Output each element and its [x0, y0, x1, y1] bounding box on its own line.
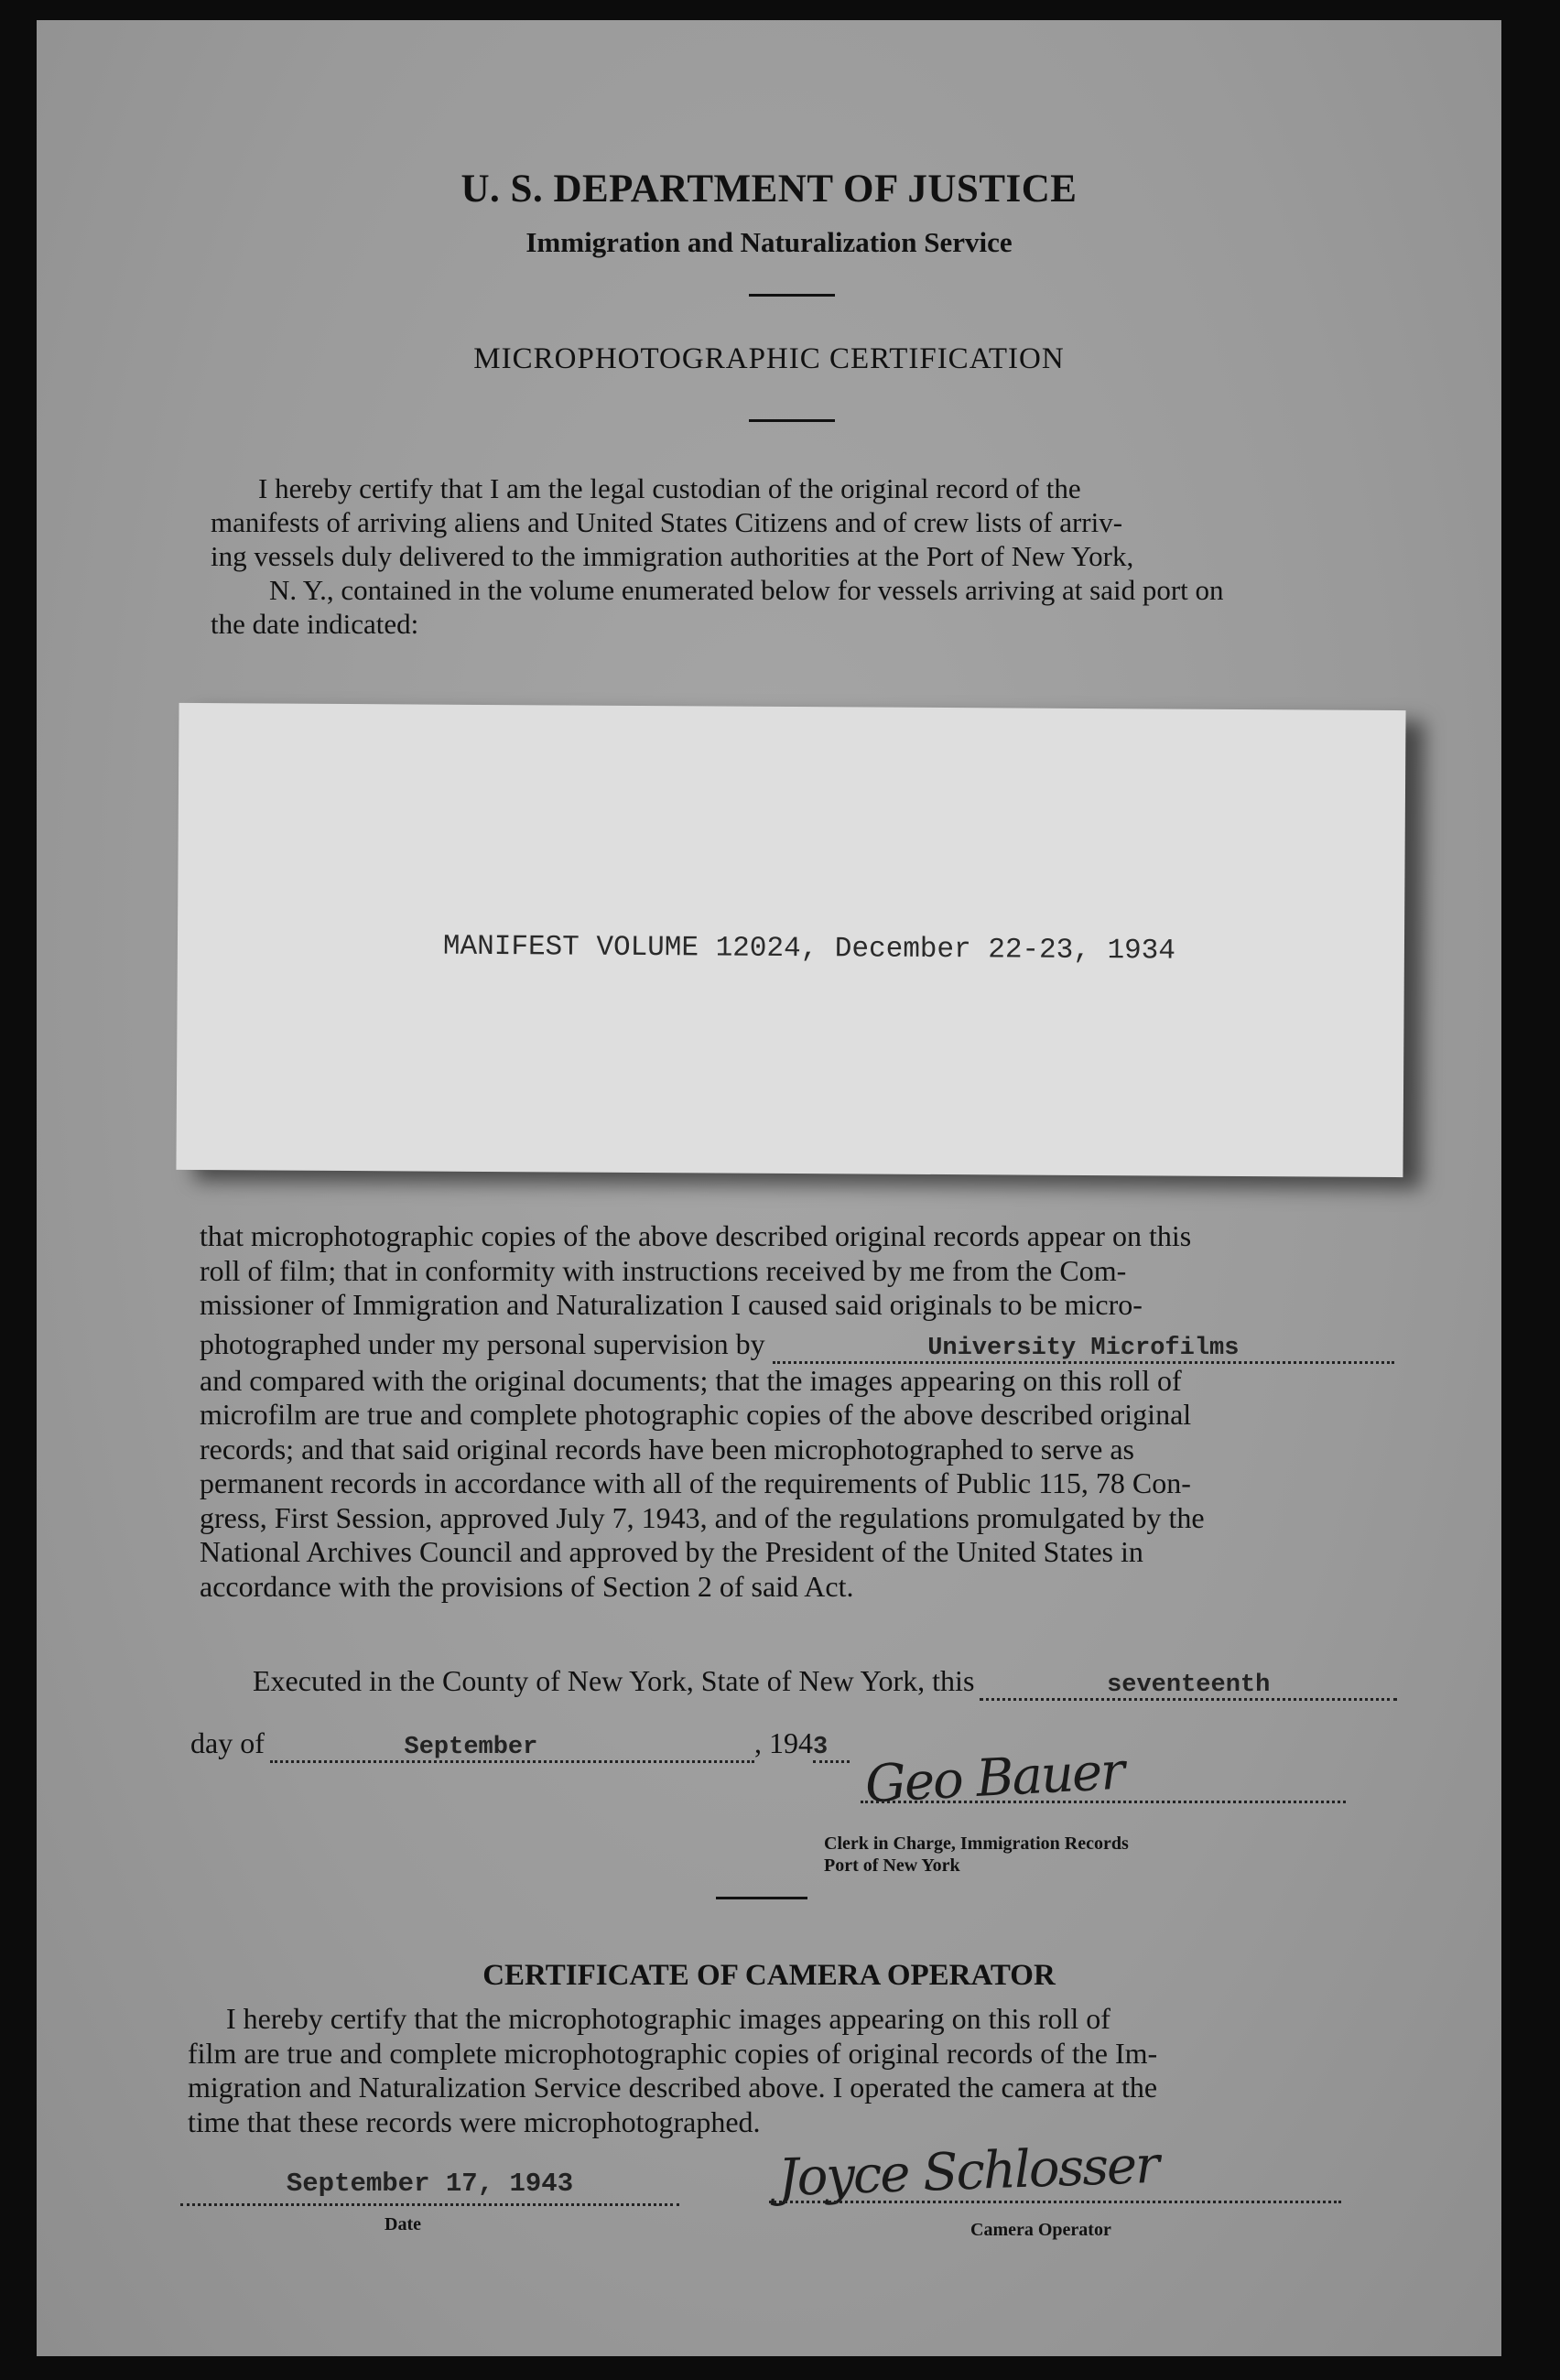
paragraph-line: and compared with the original documents; that the images appearing on this roll of: [200, 1363, 1182, 1397]
year-field: [813, 1730, 850, 1763]
year-value: 3: [813, 1734, 829, 1761]
day-of-label: day of: [190, 1726, 265, 1759]
service-subtitle: Immigration and Naturalization Service: [525, 226, 1013, 258]
photographed-by-line: [200, 1327, 1394, 1364]
paragraph-line: I hereby certify that the microphotographic images appearing on this roll of: [226, 2002, 1110, 2035]
clerk-title-line: Port of New York: [824, 1855, 960, 1876]
paragraph-line: National Archives Council and approved by the President of the United States in: [200, 1535, 1143, 1568]
camera-operator-label: Camera Operator: [970, 2220, 1111, 2240]
photographed-by-value: University Microfilms: [927, 1334, 1240, 1362]
paragraph-line: ing vessels duly delivered to the immigration authorities at the Port of New York,: [211, 540, 1134, 572]
clerk-title-line: Clerk in Charge, Immigration Records: [824, 1834, 1129, 1854]
paragraph-line: migration and Naturalization Service described above. I operated the camera at the: [188, 2071, 1158, 2104]
clerk-signature-line: [861, 1801, 1346, 1803]
paragraph-line: records; and that said original records have been microphotographed to serve as: [200, 1432, 1134, 1466]
paragraph-line: microfilm are true and complete photographic copies of the above described original: [200, 1398, 1192, 1431]
certification-heading: MICROPHOTOGRAPHIC CERTIFICATION: [473, 342, 1065, 375]
divider: [749, 419, 835, 422]
paragraph-line: permanent records in accordance with all of the requirements of Public 115, 78 Con-: [200, 1466, 1191, 1499]
paragraph-line: time that these records were microphotographed.: [188, 2104, 761, 2138]
divider: [749, 294, 835, 297]
paragraph-line: that microphotographic copies of the above described original records appear on this: [200, 1219, 1192, 1252]
body-paragraph: [200, 1219, 1394, 1604]
paragraph-line: accordance with the provisions of Section 2 of said Act.: [200, 1569, 854, 1603]
certificate-page: [37, 20, 1501, 2356]
paragraph-line: the date indicated:: [211, 608, 419, 640]
clerk-signature: Geo Bauer: [863, 1741, 1125, 1815]
paragraph-line: N. Y., contained in the volume enumerated below for vessels arriving at said port on: [269, 574, 1224, 606]
camera-operator-signature: Joyce Schlosser: [776, 2135, 1159, 2209]
day-value: seventeenth: [1107, 1671, 1271, 1699]
operator-signature-line: [769, 2201, 1341, 2203]
manifest-volume-text: MANIFEST VOLUME 12024, December 22-23, 1934: [442, 930, 1176, 968]
month-value: September: [404, 1734, 538, 1761]
day-field: [980, 1668, 1397, 1701]
date-line: [190, 1726, 850, 1763]
date-field: [180, 2168, 679, 2206]
paragraph-line: manifests of arriving aliens and United States Citizens and of crew lists of arriv-: [211, 506, 1123, 538]
camera-date-value: September 17, 1943: [286, 2169, 574, 2199]
executed-prefix: Executed in the County of New York, State of New York, this: [253, 1664, 975, 1697]
photographed-by-prefix: photographed under my personal supervision by: [200, 1326, 765, 1360]
department-title: U. S. DEPARTMENT OF JUSTICE: [460, 168, 1078, 211]
month-field: [270, 1730, 754, 1763]
executed-line: [253, 1664, 1397, 1701]
date-label: Date: [385, 2214, 421, 2234]
clerk-title: [824, 1833, 1129, 1877]
year-prefix: , 194: [754, 1726, 813, 1759]
paragraph-line: film are true and complete microphotographic copies of original records of the Im-: [188, 2036, 1158, 2070]
paragraph-line: missioner of Immigration and Naturalization I caused said originals to be micro-: [200, 1288, 1143, 1321]
intro-paragraph: [211, 471, 1405, 641]
paragraph-line: I hereby certify that I am the legal custodian of the original record of the: [258, 472, 1081, 504]
manifest-card: [176, 703, 1405, 1177]
photographed-by-field: [773, 1331, 1394, 1364]
camera-certificate-title: CERTIFICATE OF CAMERA OPERATOR: [482, 1959, 1056, 1992]
paragraph-line: gress, First Session, approved July 7, 1943, and of the regulations promulgated by the: [200, 1500, 1205, 1534]
divider: [716, 1897, 807, 1899]
paragraph-line: roll of film; that in conformity with instructions received by me from the Com-: [200, 1253, 1127, 1287]
camera-certificate-paragraph: [188, 2002, 1378, 2139]
